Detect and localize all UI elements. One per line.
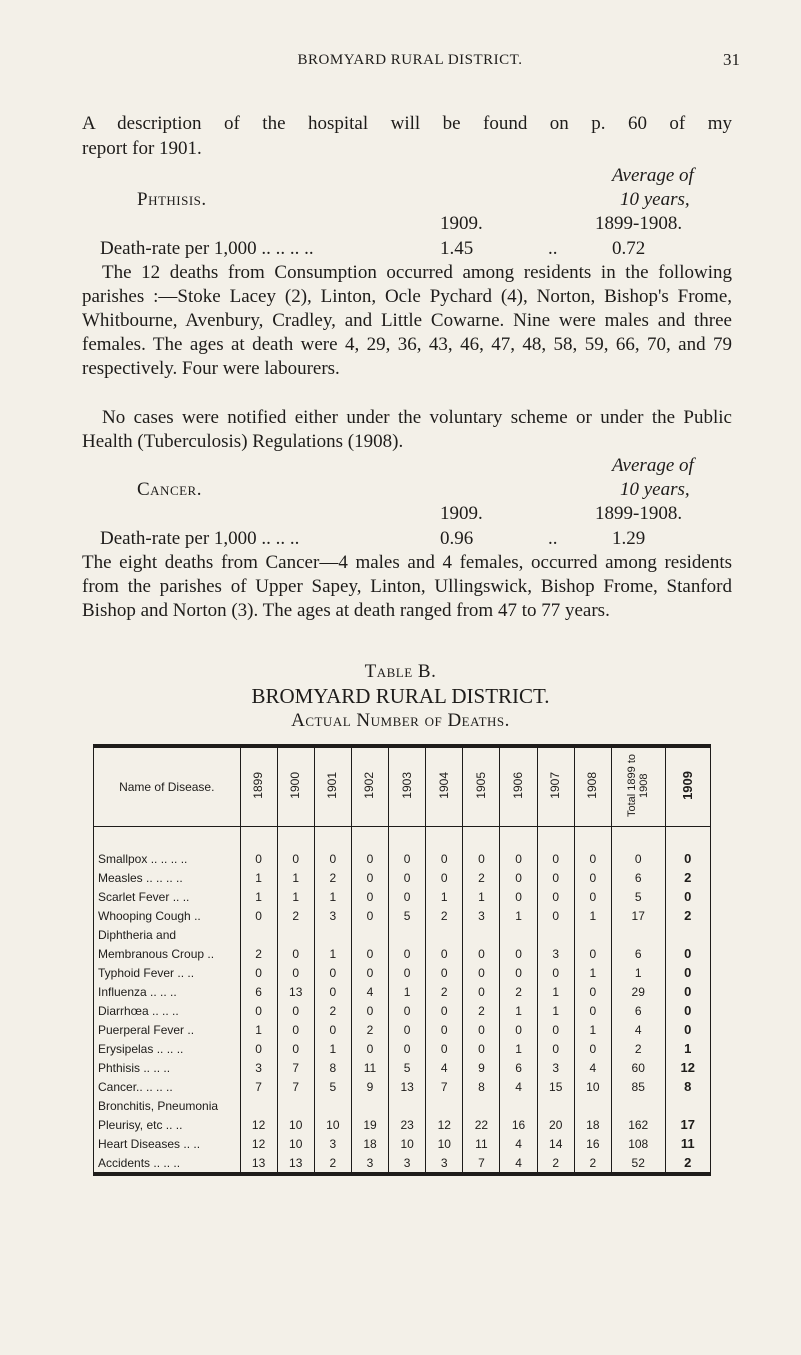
death-count-cell (665, 1096, 710, 1115)
death-count-cell (537, 925, 574, 944)
death-count-cell: 1 (611, 963, 665, 982)
death-count-cell: 0 (574, 849, 611, 868)
disease-name: Typhoid Fever .. .. (94, 963, 241, 982)
table-row (94, 849, 711, 868)
death-count-cell: 1 (240, 887, 277, 906)
header-col-label: 1907 (548, 772, 563, 799)
death-count-cell: 13 (240, 1153, 277, 1174)
death-count-cell (351, 925, 388, 944)
disease-name: Heart Diseases .. .. (94, 1134, 241, 1153)
disease-name: Measles .. .. .. .. (94, 868, 241, 887)
death-count-cell: 4 (500, 1134, 537, 1153)
death-count-cell: 12 (240, 1134, 277, 1153)
table-row (94, 1001, 711, 1020)
death-count-cell: 0 (277, 849, 314, 868)
death-count-cell: 1 (537, 1001, 574, 1020)
header-col-0 (240, 746, 277, 827)
disease-name: Phthisis .. .. .. (94, 1058, 241, 1077)
death-count-cell: 13 (389, 1077, 426, 1096)
death-count-cell: 3 (314, 1134, 351, 1153)
cancer-rate-1909: 0.96 (440, 528, 474, 549)
death-count-cell: 0 (351, 887, 388, 906)
death-count-cell: 0 (314, 982, 351, 1001)
death-count-cell: 15 (537, 1077, 574, 1096)
death-count-cell: 11 (351, 1058, 388, 1077)
deaths-table (93, 744, 711, 1176)
header-col-label: 1908 (585, 772, 600, 799)
death-count-cell: 0 (574, 982, 611, 1001)
death-count-cell: 13 (277, 982, 314, 1001)
cancer-year-range: 1899-1908. (595, 503, 683, 524)
header-col-5 (426, 746, 463, 827)
death-count-cell: 1 (665, 1039, 710, 1058)
death-count-cell: 9 (463, 1058, 500, 1077)
table-body (94, 827, 711, 1175)
cancer-rate-label: Death-rate per 1,000 .. .. .. (100, 528, 300, 549)
death-count-cell: 10 (277, 1134, 314, 1153)
death-count-cell: 11 (463, 1134, 500, 1153)
death-count-cell: 0 (277, 1001, 314, 1020)
table-label: Table B. (364, 661, 437, 682)
death-count-cell (277, 925, 314, 944)
death-count-cell: 0 (351, 868, 388, 887)
table-row (94, 982, 711, 1001)
header-col-label: 1909 (680, 771, 696, 800)
death-count-cell: 17 (611, 906, 665, 925)
death-count-cell: 10 (574, 1077, 611, 1096)
death-count-cell: 0 (240, 963, 277, 982)
death-count-cell: 1 (240, 868, 277, 887)
header-col-4 (389, 746, 426, 827)
death-count-cell (240, 925, 277, 944)
disease-name: Influenza .. .. .. (94, 982, 241, 1001)
death-count-cell: 0 (351, 944, 388, 963)
death-count-cell: 0 (389, 868, 426, 887)
header-col-9 (574, 746, 611, 827)
death-count-cell: 5 (389, 1058, 426, 1077)
death-count-cell (426, 925, 463, 944)
death-count-cell: 0 (314, 963, 351, 982)
death-count-cell: 1 (463, 887, 500, 906)
death-count-cell (500, 925, 537, 944)
death-count-cell: 0 (537, 887, 574, 906)
death-count-cell: 0 (389, 887, 426, 906)
death-count-cell: 2 (463, 1001, 500, 1020)
death-count-cell: 0 (665, 963, 710, 982)
death-count-cell: 3 (389, 1153, 426, 1174)
death-count-cell: 3 (426, 1153, 463, 1174)
disease-name: Bronchitis, Pneumonia (94, 1096, 241, 1115)
death-count-cell: 29 (611, 982, 665, 1001)
death-count-cell: 2 (611, 1039, 665, 1058)
death-count-cell: 1 (277, 868, 314, 887)
death-count-cell: 2 (537, 1153, 574, 1174)
death-count-cell: 0 (537, 1039, 574, 1058)
death-count-cell: 3 (537, 944, 574, 963)
death-count-cell: 0 (463, 1020, 500, 1039)
death-count-cell: 0 (389, 963, 426, 982)
table-row (94, 1096, 711, 1115)
death-count-cell: 6 (240, 982, 277, 1001)
death-count-cell: 0 (314, 1020, 351, 1039)
header-col-label: 1905 (473, 772, 488, 799)
death-count-cell: 19 (351, 1115, 388, 1134)
death-count-cell: 0 (240, 849, 277, 868)
death-count-cell: 7 (277, 1077, 314, 1096)
death-count-cell: 0 (463, 982, 500, 1001)
table-row (94, 944, 711, 963)
death-count-cell: 0 (665, 982, 710, 1001)
death-count-cell: 3 (240, 1058, 277, 1077)
death-count-cell (314, 925, 351, 944)
death-count-cell: 9 (351, 1077, 388, 1096)
death-count-cell (500, 1096, 537, 1115)
death-count-cell (574, 1096, 611, 1115)
table-row (94, 1039, 711, 1058)
death-count-cell: 0 (463, 1039, 500, 1058)
table-row (94, 887, 711, 906)
phthisis-rate-average: 0.72 (612, 238, 646, 259)
death-count-cell: 8 (314, 1058, 351, 1077)
death-count-cell: 2 (314, 1153, 351, 1174)
death-count-cell: 7 (426, 1077, 463, 1096)
phthisis-heading: Phthisis. (137, 189, 207, 210)
death-count-cell: 0 (426, 944, 463, 963)
header-col-label: 1906 (511, 772, 526, 799)
table-row (94, 1134, 711, 1153)
death-count-cell: 1 (500, 906, 537, 925)
disease-name: Membranous Croup .. (94, 944, 241, 963)
header-col-11 (665, 746, 710, 827)
death-count-cell: 108 (611, 1134, 665, 1153)
death-count-cell: 0 (500, 963, 537, 982)
death-count-cell: 1 (314, 944, 351, 963)
running-head: BROMYARD RURAL DISTRICT. (297, 52, 523, 68)
table-row (94, 1115, 711, 1134)
page-header (80, 52, 740, 74)
death-count-cell (463, 925, 500, 944)
cancer-year-1909: 1909. (440, 503, 483, 524)
death-count-cell: 0 (426, 1001, 463, 1020)
table-header-row (94, 746, 711, 827)
death-count-cell: 14 (537, 1134, 574, 1153)
header-col-label: Total 1899 to 1908 (626, 754, 651, 817)
phthisis-paragraph: The 12 deaths from Consumption occurred among residents in the following parishes :—Stoke Lacey (2), Linton, Ocle Pychard (4), Norton, Bishop's Frome, Whitbourne, Avenbury, Cradley, and Little Cowarne. Nine were males and three females. The ages at death were 4, 29, 36, 43, 46, 47, 48, 58, 59, 66, 70, and 79 respectively. Four were labourers. (82, 262, 732, 379)
header-col-1 (277, 746, 314, 827)
death-count-cell: 4 (351, 982, 388, 1001)
death-count-cell: 6 (500, 1058, 537, 1077)
death-count-cell: 2 (351, 1020, 388, 1039)
death-count-cell: 4 (500, 1077, 537, 1096)
death-count-cell: 85 (611, 1077, 665, 1096)
death-count-cell: 6 (611, 1001, 665, 1020)
death-count-cell: 1 (500, 1001, 537, 1020)
header-col-label: 1903 (399, 772, 414, 799)
death-count-cell: 8 (463, 1077, 500, 1096)
table-row (94, 963, 711, 982)
death-count-cell: 2 (314, 868, 351, 887)
cancer-heading: Cancer. (137, 479, 202, 500)
phthisis-ten-years: 10 years, (620, 189, 690, 210)
death-count-cell: 0 (426, 1020, 463, 1039)
header-col-3 (351, 746, 388, 827)
death-count-cell: 0 (240, 1001, 277, 1020)
death-count-cell: 18 (574, 1115, 611, 1134)
header-col-label: 1901 (325, 772, 340, 799)
table-row (94, 1020, 711, 1039)
death-count-cell: 1 (314, 1039, 351, 1058)
death-count-cell: 12 (426, 1115, 463, 1134)
phthisis-rate-1909: 1.45 (440, 238, 474, 259)
death-count-cell: 0 (277, 1020, 314, 1039)
death-count-cell: 22 (463, 1115, 500, 1134)
death-count-cell: 3 (351, 1153, 388, 1174)
death-count-cell: 52 (611, 1153, 665, 1174)
death-count-cell: 1 (574, 906, 611, 925)
death-count-cell: 1 (500, 1039, 537, 1058)
death-count-cell: 7 (240, 1077, 277, 1096)
table-spacer-row (94, 827, 711, 850)
death-count-cell: 13 (277, 1153, 314, 1174)
death-count-cell: 3 (537, 1058, 574, 1077)
death-count-cell: 0 (574, 1001, 611, 1020)
death-count-cell: 162 (611, 1115, 665, 1134)
death-count-cell: 12 (240, 1115, 277, 1134)
header-disease-name: Name of Disease. (94, 746, 241, 827)
death-count-cell: 0 (500, 849, 537, 868)
death-count-cell: 0 (537, 1020, 574, 1039)
death-count-cell: 0 (314, 849, 351, 868)
death-count-cell: 5 (611, 887, 665, 906)
death-count-cell: 0 (574, 887, 611, 906)
disease-name: Smallpox .. .. .. .. (94, 849, 241, 868)
death-count-cell (314, 1096, 351, 1115)
death-count-cell: 0 (389, 1020, 426, 1039)
death-count-cell: 23 (389, 1115, 426, 1134)
death-count-cell: 0 (463, 944, 500, 963)
header-col-6 (463, 746, 500, 827)
death-count-cell: 5 (314, 1077, 351, 1096)
table-subtitle: Actual Number of Deaths. (291, 710, 510, 731)
table-district-title: BROMYARD RURAL DISTRICT. (251, 684, 550, 708)
death-count-cell: 1 (277, 887, 314, 906)
death-count-cell: 0 (351, 1039, 388, 1058)
death-count-cell: 0 (665, 849, 710, 868)
death-count-cell: 0 (611, 849, 665, 868)
death-count-cell: 10 (426, 1134, 463, 1153)
disease-name: Puerperal Fever .. (94, 1020, 241, 1039)
disease-name: Whooping Cough .. (94, 906, 241, 925)
death-count-cell: 0 (500, 944, 537, 963)
death-count-cell: 1 (240, 1020, 277, 1039)
death-count-cell: 1 (574, 963, 611, 982)
phthisis-average-of: Average of (612, 165, 694, 186)
death-count-cell: 0 (351, 963, 388, 982)
death-count-cell: 10 (314, 1115, 351, 1134)
death-count-cell: 16 (500, 1115, 537, 1134)
death-count-cell (389, 1096, 426, 1115)
header-col-label: 1904 (436, 772, 451, 799)
table-row (94, 868, 711, 887)
disease-name: Pleurisy, etc .. .. (94, 1115, 241, 1134)
death-count-cell: 6 (611, 944, 665, 963)
death-count-cell: 2 (500, 982, 537, 1001)
death-count-cell (463, 1096, 500, 1115)
header-col-label: 1902 (362, 772, 377, 799)
death-count-cell: 4 (426, 1058, 463, 1077)
death-count-cell: 2 (665, 906, 710, 925)
death-count-cell: 10 (389, 1134, 426, 1153)
death-count-cell: 0 (426, 868, 463, 887)
header-col-8 (537, 746, 574, 827)
death-count-cell: 2 (665, 868, 710, 887)
death-count-cell: 2 (426, 982, 463, 1001)
table-row (94, 925, 711, 944)
death-count-cell: 0 (277, 1039, 314, 1058)
header-col-2 (314, 746, 351, 827)
header-col-label: 1899 (251, 772, 266, 799)
header-col-7 (500, 746, 537, 827)
death-count-cell: 5 (389, 906, 426, 925)
phthisis-rate-label: Death-rate per 1,000 .. .. .. .. (100, 238, 314, 259)
death-count-cell: 0 (277, 944, 314, 963)
death-count-cell: 0 (537, 906, 574, 925)
death-count-cell (426, 1096, 463, 1115)
death-count-cell: 1 (537, 982, 574, 1001)
death-count-cell: 12 (665, 1058, 710, 1077)
death-count-cell: 7 (277, 1058, 314, 1077)
table-row (94, 1153, 711, 1174)
death-count-cell: 0 (240, 1039, 277, 1058)
cancer-rate-average: 1.29 (612, 528, 646, 549)
death-count-cell: 2 (574, 1153, 611, 1174)
header-col-10 (611, 746, 665, 827)
death-count-cell (537, 1096, 574, 1115)
disease-name: Diarrhœa .. .. .. (94, 1001, 241, 1020)
disease-name: Accidents .. .. .. (94, 1153, 241, 1174)
death-count-cell (351, 1096, 388, 1115)
death-count-cell: 2 (665, 1153, 710, 1174)
death-count-cell: 2 (463, 868, 500, 887)
death-count-cell: 2 (240, 944, 277, 963)
death-count-cell: 0 (351, 849, 388, 868)
death-count-cell: 0 (537, 849, 574, 868)
death-count-cell: 16 (574, 1134, 611, 1153)
death-count-cell: 0 (537, 868, 574, 887)
death-count-cell (240, 1096, 277, 1115)
header-col-label: 1900 (288, 772, 303, 799)
death-count-cell: 0 (240, 906, 277, 925)
death-count-cell: 0 (665, 887, 710, 906)
death-count-cell: 0 (351, 1001, 388, 1020)
cancer-paragraph: The eight deaths from Cancer—4 males and 4 females, occurred among residents from the parishes of Upper Sapey, Linton, Ullingswick, Bishop Frome, Stanford Bishop and Norton (3). The ages at death ranged from 47 to 77 years. (82, 552, 732, 621)
death-count-cell: 0 (665, 1020, 710, 1039)
death-count-cell: 0 (665, 1001, 710, 1020)
death-count-cell: 0 (389, 944, 426, 963)
death-count-cell: 0 (574, 868, 611, 887)
death-count-cell: 6 (611, 868, 665, 887)
table-row (94, 906, 711, 925)
death-count-cell: 4 (574, 1058, 611, 1077)
death-count-cell: 4 (611, 1020, 665, 1039)
disease-name: Erysipelas .. .. .. (94, 1039, 241, 1058)
death-count-cell: 0 (426, 1039, 463, 1058)
death-count-cell: 2 (277, 906, 314, 925)
death-count-cell: 1 (389, 982, 426, 1001)
death-count-cell (389, 925, 426, 944)
death-count-cell: 17 (665, 1115, 710, 1134)
death-count-cell: 0 (426, 849, 463, 868)
death-count-cell: 2 (426, 906, 463, 925)
table-row (94, 1077, 711, 1096)
death-count-cell (665, 925, 710, 944)
death-count-cell: 0 (389, 1039, 426, 1058)
death-count-cell: 2 (314, 1001, 351, 1020)
phthisis-year-1909: 1909. (440, 213, 483, 234)
cancer-ten-years: 10 years, (620, 479, 690, 500)
page-number: 31 (723, 50, 740, 69)
phthisis-year-range: 1899-1908. (595, 213, 683, 234)
death-count-cell: 1 (574, 1020, 611, 1039)
phthisis-notification-paragraph: No cases were notified either under the voluntary scheme or under the Public Health (Tuberculosis) Regulations (1908). (82, 407, 732, 452)
phthisis-rate-dots: .. (548, 238, 558, 259)
disease-name: Diphtheria and (94, 925, 241, 944)
death-count-cell: 3 (463, 906, 500, 925)
death-count-cell: 60 (611, 1058, 665, 1077)
death-count-cell (277, 1096, 314, 1115)
intro-line-2: report for 1901. (82, 138, 202, 159)
death-count-cell: 20 (537, 1115, 574, 1134)
death-count-cell: 10 (277, 1115, 314, 1134)
death-count-cell: 0 (277, 963, 314, 982)
death-count-cell: 4 (500, 1153, 537, 1174)
death-count-cell: 0 (463, 849, 500, 868)
death-count-cell: 0 (500, 887, 537, 906)
death-count-cell: 7 (463, 1153, 500, 1174)
death-count-cell: 0 (389, 849, 426, 868)
death-count-cell (574, 925, 611, 944)
death-count-cell: 18 (351, 1134, 388, 1153)
cancer-rate-dots: .. (548, 528, 558, 549)
death-count-cell: 3 (314, 906, 351, 925)
death-count-cell: 0 (665, 944, 710, 963)
intro-line-1: A description of the hospital will be found on p. 60 of my (82, 113, 732, 134)
disease-name: Scarlet Fever .. .. (94, 887, 241, 906)
death-count-cell: 0 (574, 1039, 611, 1058)
death-count-cell: 0 (500, 868, 537, 887)
death-count-cell: 1 (314, 887, 351, 906)
death-count-cell: 8 (665, 1077, 710, 1096)
cancer-average-of: Average of (612, 455, 694, 476)
death-count-cell: 0 (426, 963, 463, 982)
death-count-cell: 1 (426, 887, 463, 906)
death-count-cell: 0 (574, 944, 611, 963)
death-count-cell (611, 925, 665, 944)
table-row (94, 1058, 711, 1077)
death-count-cell: 0 (351, 906, 388, 925)
death-count-cell: 0 (463, 963, 500, 982)
death-count-cell: 0 (389, 1001, 426, 1020)
death-count-cell (611, 1096, 665, 1115)
death-count-cell: 0 (537, 963, 574, 982)
death-count-cell: 11 (665, 1134, 710, 1153)
death-count-cell: 0 (500, 1020, 537, 1039)
disease-name: Cancer.. .. .. .. (94, 1077, 241, 1096)
